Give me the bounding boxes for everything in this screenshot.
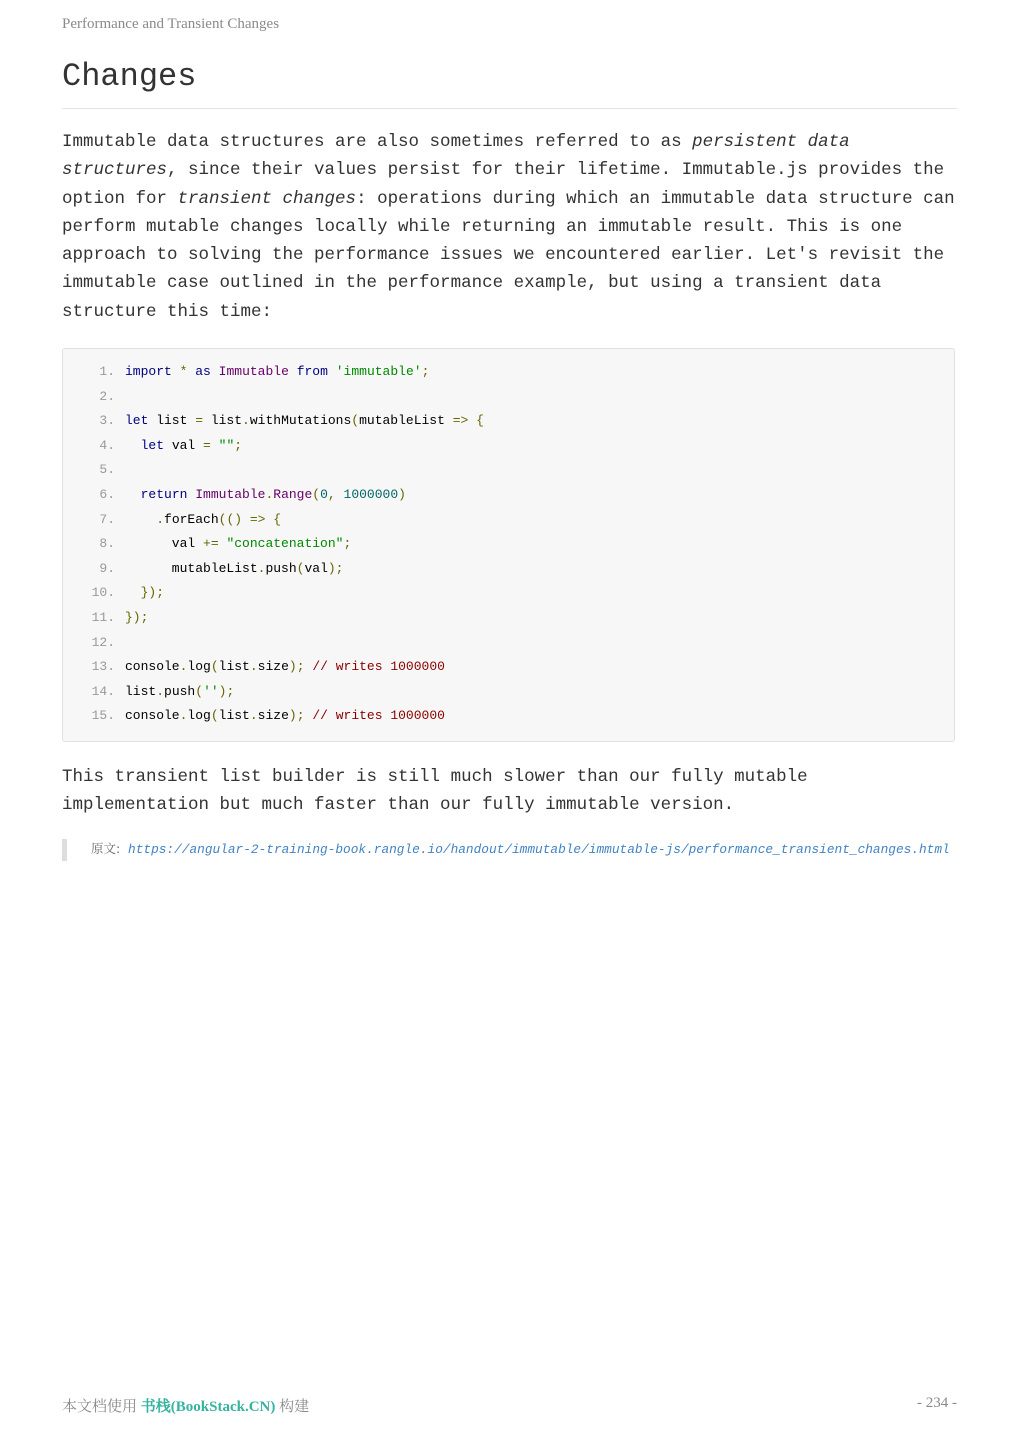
code-token (125, 585, 141, 600)
line-number: 12. (91, 634, 115, 650)
code-line (63, 434, 954, 459)
code-token: '' (203, 683, 219, 699)
code-token: += (203, 536, 219, 552)
code-content (125, 585, 164, 600)
running-header: Performance and Transient Changes (62, 16, 280, 32)
code-token: console (125, 659, 180, 675)
code-token (172, 364, 180, 379)
code-token: Immutable (195, 486, 266, 502)
source-label: 原文: (91, 841, 121, 856)
line-number: 1. (99, 364, 115, 379)
line-number: 2. (99, 388, 115, 404)
code-token: push (265, 560, 297, 576)
code-line (63, 606, 954, 631)
code-token: import (125, 364, 172, 379)
code-token: => (452, 413, 469, 429)
code-block (62, 348, 955, 742)
code-token (211, 364, 219, 379)
code-content (125, 438, 242, 453)
code-token: ( (351, 413, 360, 429)
code-token: . (156, 683, 165, 699)
code-token: . (242, 413, 250, 429)
code-content (125, 659, 445, 674)
code-line (63, 508, 954, 533)
page-title: Changes (62, 58, 957, 109)
code-token: list (203, 413, 243, 429)
line-number: 4. (99, 437, 115, 453)
code-token: log (187, 659, 211, 675)
code-token: // writes 1000000 (312, 659, 445, 675)
code-token: val (125, 536, 204, 552)
code-token: list (218, 708, 250, 724)
code-token: . (257, 560, 266, 576)
code-token: forEach (164, 511, 219, 527)
code-token: Range (273, 486, 313, 502)
code-token: ; (343, 536, 352, 552)
footer-brand-link[interactable]: 书栈(BookStack.CN) (140, 1399, 276, 1415)
code-token: ( (296, 560, 305, 576)
intro-emphasis: transient changes (177, 188, 357, 209)
code-token: withMutations (249, 413, 352, 429)
code-token: ( (195, 683, 204, 699)
code-token (468, 413, 476, 428)
code-content (125, 610, 148, 625)
code-token: log (187, 708, 211, 724)
code-line (63, 385, 954, 410)
code-token: mutableList (125, 560, 258, 576)
code-token (125, 512, 156, 527)
line-number: 3. (99, 413, 115, 429)
code-line (63, 581, 954, 606)
code-content (125, 413, 484, 428)
code-token (289, 364, 297, 379)
code-token: = (203, 437, 211, 453)
code-token: // writes 1000000 (312, 708, 445, 724)
code-token (336, 487, 344, 502)
code-token: . (265, 486, 274, 502)
footer-suffix: 构建 (275, 1399, 310, 1415)
code-token: val (164, 437, 204, 453)
code-token: ) (398, 486, 406, 502)
code-token: ); (327, 560, 344, 576)
code-token: ); (288, 659, 305, 675)
code-token: => (249, 511, 266, 527)
code-token: , (327, 486, 336, 502)
code-line (63, 557, 954, 582)
source-link[interactable]: https://angular-2-training-book.rangle.io/handout/immutable/immutable-js/performance_transient_changes.html (128, 842, 950, 857)
code-content (125, 708, 445, 723)
code-token: val (304, 560, 328, 576)
code-token: . (249, 659, 258, 675)
code-token: list (218, 659, 250, 675)
code-content (125, 512, 281, 527)
line-number: 6. (99, 486, 115, 502)
code-token: ; (234, 437, 243, 453)
code-line (63, 655, 954, 680)
code-token: 1000000 (343, 486, 399, 502)
code-token: }); (140, 585, 165, 601)
code-token: . (156, 511, 165, 527)
intro-text: Immutable data structures are also sometimes referred to as (62, 132, 693, 152)
code-token: "concatenation" (226, 536, 344, 552)
line-number: 10. (91, 585, 115, 601)
intro-text: : operations during which an immutable data structure can perform mutable changes locally while returning an immutable result. This is one approach to solving the performance issues we encountered earlier. Let's revisit the immutable case outlined in the performance example, but using a transient data structure this time: (62, 188, 955, 322)
code-token: mutableList (359, 413, 453, 429)
code-token: from (296, 364, 328, 379)
code-token: ); (218, 683, 235, 699)
code-token (242, 512, 250, 527)
line-number: 14. (91, 683, 115, 699)
outro-paragraph: This transient list builder is still much slower than our fully mutable implementation but much faster than our fully immutable version. (62, 767, 808, 816)
code-token: ( (210, 708, 219, 724)
code-line (63, 360, 954, 385)
code-token: size (257, 659, 289, 675)
code-token: ; (421, 364, 430, 379)
code-token (125, 438, 141, 453)
code-token: = (195, 413, 204, 429)
code-token: let (140, 437, 165, 453)
code-token: (() (218, 511, 243, 527)
code-token: Immutable (218, 364, 289, 379)
code-token: list (125, 683, 157, 699)
line-number: 9. (99, 560, 115, 576)
code-line (63, 458, 954, 483)
intro-paragraph (62, 128, 957, 326)
code-token: . (179, 659, 188, 675)
code-token: console (125, 708, 180, 724)
code-token: . (179, 708, 188, 724)
code-token: 0 (320, 486, 328, 502)
footer-prefix: 本文档使用 (62, 1399, 141, 1415)
code-line (63, 631, 954, 656)
code-line (63, 483, 954, 508)
code-token: { (273, 511, 282, 527)
code-token: }); (125, 609, 149, 625)
code-token: ( (312, 486, 321, 502)
intro-text: , since their values persist for their lifetime. Immutable.js provides the option for (62, 160, 945, 209)
code-line (63, 532, 954, 557)
line-number: 7. (99, 511, 115, 527)
code-token: * (179, 364, 188, 379)
line-number: 5. (99, 462, 115, 478)
line-number: 13. (91, 659, 115, 675)
page-number: - 234 - (917, 1395, 957, 1411)
code-content (125, 561, 343, 576)
code-token: "" (218, 437, 235, 453)
code-content (125, 487, 406, 502)
code-token (125, 487, 141, 502)
code-line (63, 680, 954, 705)
code-token: . (249, 708, 258, 724)
code-token (211, 438, 219, 453)
footer-credit (62, 1395, 309, 1416)
intro-emphasis: persistent data structures (62, 132, 850, 181)
line-number: 8. (99, 536, 115, 552)
line-number: 11. (91, 609, 115, 625)
code-content (125, 536, 351, 551)
source-blockquote (62, 839, 957, 861)
code-token: let (125, 413, 149, 429)
code-token (328, 364, 336, 379)
code-token: { (476, 413, 484, 429)
code-token: push (164, 683, 196, 699)
code-token: ); (288, 708, 305, 724)
code-line (63, 409, 954, 434)
code-line (63, 704, 954, 729)
line-number: 15. (91, 708, 115, 724)
code-token: ( (210, 659, 219, 675)
code-token: size (257, 708, 289, 724)
code-token: 'immutable' (335, 364, 422, 379)
code-token: as (195, 364, 211, 379)
code-content (125, 364, 429, 379)
code-content (125, 684, 234, 699)
code-token: return (140, 486, 188, 502)
code-token: list (148, 413, 196, 429)
